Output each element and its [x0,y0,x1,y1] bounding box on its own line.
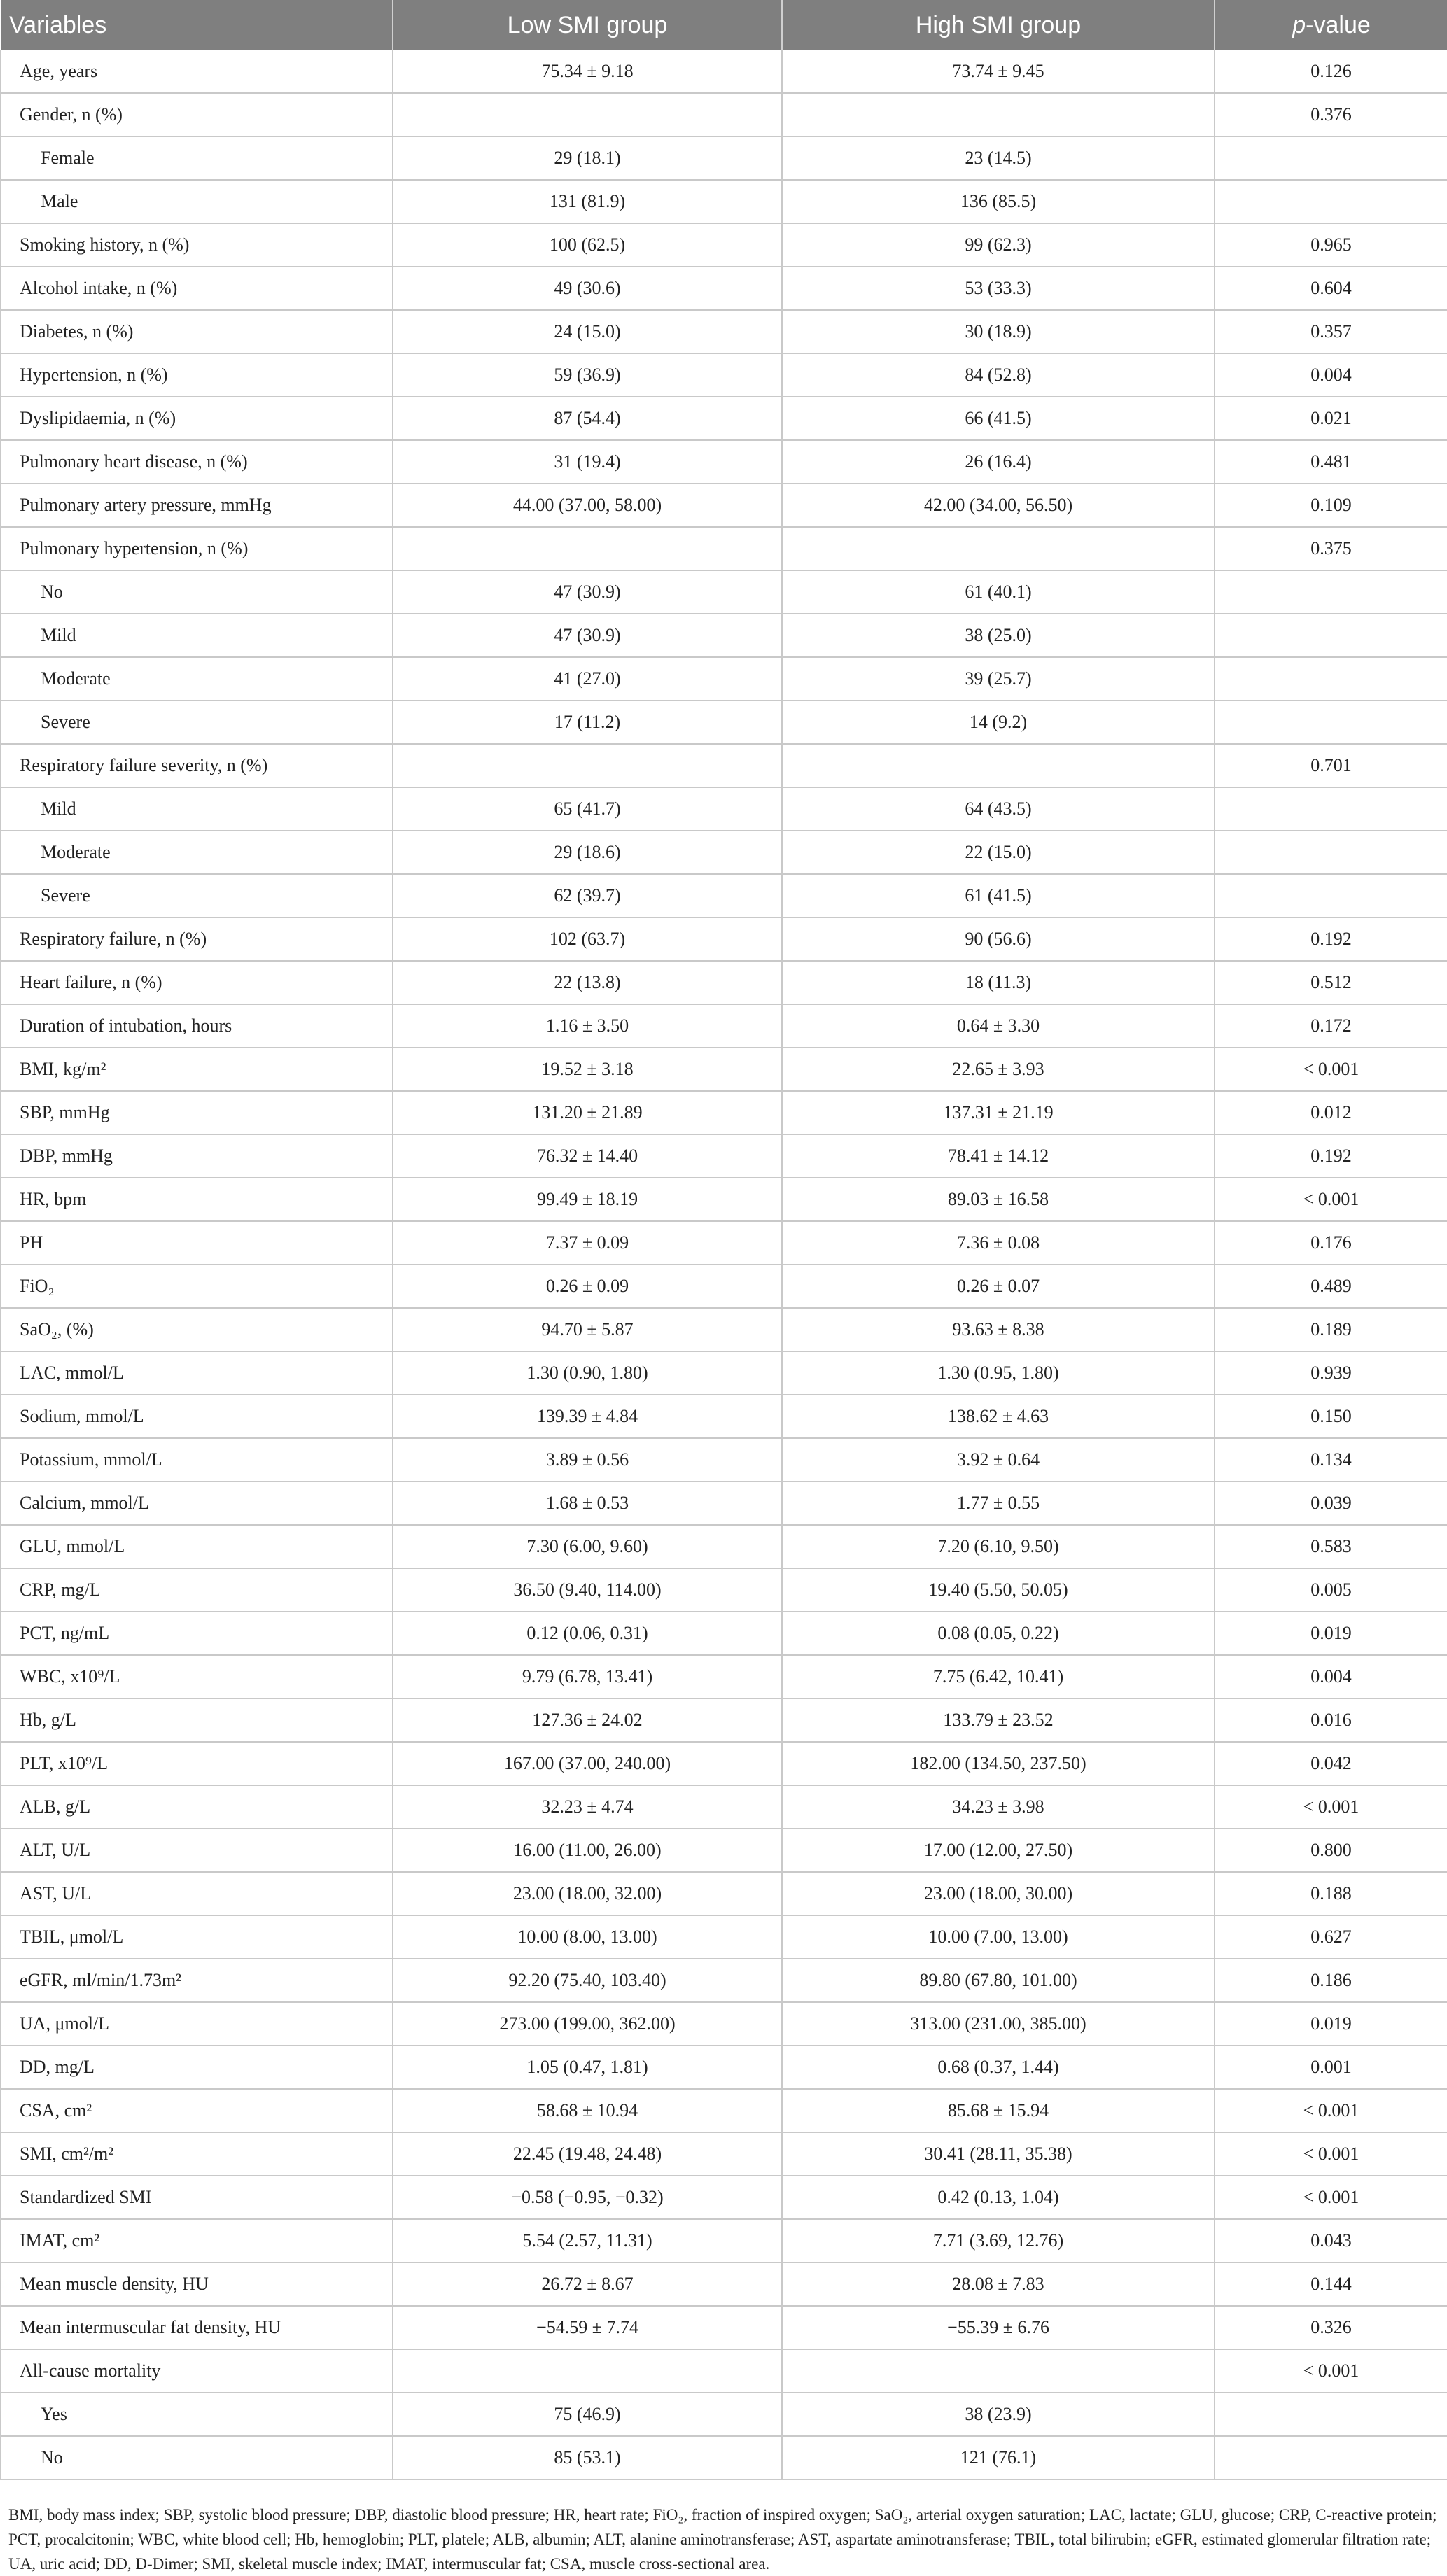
cell-variable: All-cause mortality [1,2349,393,2393]
cell-low-smi: 76.32 ± 14.40 [393,1134,782,1178]
header-row [1,0,1447,50]
cell-low-smi: 92.20 (75.40, 103.40) [393,1959,782,2002]
cell-low-smi: 44.00 (37.00, 58.00) [393,484,782,527]
cell-low-smi: 87 (54.4) [393,397,782,440]
cell-low-smi: 0.12 (0.06, 0.31) [393,1612,782,1655]
table-row [1,1351,1447,1395]
cell-p-value: 0.005 [1215,1568,1447,1612]
cell-low-smi: 29 (18.1) [393,136,782,180]
cell-variable: Male [1,180,393,223]
cell-p-value: 0.126 [1215,50,1447,93]
cell-p-value: 0.357 [1215,310,1447,353]
cell-high-smi: 22.65 ± 3.93 [782,1048,1215,1091]
table-row [1,397,1447,440]
cell-low-smi: 100 (62.5) [393,223,782,267]
cell-high-smi: 23.00 (18.00, 30.00) [782,1872,1215,1915]
cell-p-value: 0.701 [1215,744,1447,787]
cell-p-value: 0.004 [1215,1655,1447,1698]
table-row [1,2089,1447,2132]
cell-low-smi: 273.00 (199.00, 362.00) [393,2002,782,2046]
cell-low-smi: 47 (30.9) [393,614,782,657]
cell-p-value [1215,2393,1447,2436]
cell-p-value: 0.016 [1215,1698,1447,1742]
table-row [1,961,1447,1004]
cell-high-smi: 0.08 (0.05, 0.22) [782,1612,1215,1655]
cell-low-smi: 65 (41.7) [393,787,782,831]
cell-low-smi: 19.52 ± 3.18 [393,1048,782,1091]
cell-variable: SaO₂, (%) [1,1308,393,1351]
table-row [1,180,1447,223]
cell-high-smi: 85.68 ± 15.94 [782,2089,1215,2132]
cell-variable: Heart failure, n (%) [1,961,393,1004]
cell-low-smi: 7.30 (6.00, 9.60) [393,1525,782,1568]
table-row [1,2262,1447,2306]
cell-variable: No [1,2436,393,2479]
cell-high-smi: 1.30 (0.95, 1.80) [782,1351,1215,1395]
cell-p-value: 0.375 [1215,527,1447,570]
cell-high-smi: 89.80 (67.80, 101.00) [782,1959,1215,2002]
table-row [1,136,1447,180]
cell-p-value: < 0.001 [1215,2089,1447,2132]
cell-variable: Age, years [1,50,393,93]
table-row [1,2176,1447,2219]
cell-low-smi: 58.68 ± 10.94 [393,2089,782,2132]
cell-high-smi: 61 (41.5) [782,874,1215,917]
cell-high-smi: 121 (76.1) [782,2436,1215,2479]
cell-variable: SBP, mmHg [1,1091,393,1134]
cell-p-value: 0.583 [1215,1525,1447,1568]
cell-high-smi: 34.23 ± 3.98 [782,1785,1215,1829]
cell-p-value: 0.604 [1215,267,1447,310]
cell-variable: Standardized SMI [1,2176,393,2219]
cell-high-smi: 7.71 (3.69, 12.76) [782,2219,1215,2262]
cell-high-smi [782,2349,1215,2393]
cell-variable: ALT, U/L [1,1829,393,1872]
cell-low-smi: 85 (53.1) [393,2436,782,2479]
table-row [1,1481,1447,1525]
cell-low-smi: 62 (39.7) [393,874,782,917]
cell-low-smi: 9.79 (6.78, 13.41) [393,1655,782,1698]
cell-high-smi: 0.68 (0.37, 1.44) [782,2046,1215,2089]
cell-p-value: 0.012 [1215,1091,1447,1134]
cell-low-smi: 1.05 (0.47, 1.81) [393,2046,782,2089]
cell-p-value: 0.043 [1215,2219,1447,2262]
cell-p-value: 0.004 [1215,353,1447,397]
table-row [1,1915,1447,1959]
cell-low-smi [393,744,782,787]
cell-high-smi: 1.77 ± 0.55 [782,1481,1215,1525]
cell-low-smi: 24 (15.0) [393,310,782,353]
cell-variable: DBP, mmHg [1,1134,393,1178]
cell-low-smi: 139.39 ± 4.84 [393,1395,782,1438]
cell-high-smi [782,93,1215,136]
cell-p-value: 0.192 [1215,1134,1447,1178]
cell-high-smi: 30.41 (28.11, 35.38) [782,2132,1215,2176]
table-row [1,2132,1447,2176]
cell-high-smi: 89.03 ± 16.58 [782,1178,1215,1221]
cell-high-smi: 26 (16.4) [782,440,1215,484]
cell-p-value: 0.627 [1215,1915,1447,1959]
cell-p-value: 0.939 [1215,1351,1447,1395]
cell-high-smi: 93.63 ± 8.38 [782,1308,1215,1351]
cell-high-smi: 38 (25.0) [782,614,1215,657]
cell-variable: FiO₂ [1,1265,393,1308]
table-row [1,1221,1447,1265]
cell-p-value [1215,831,1447,874]
cell-variable: Alcohol intake, n (%) [1,267,393,310]
table-row [1,1525,1447,1568]
table-row [1,701,1447,744]
cell-low-smi: −0.58 (−0.95, −0.32) [393,2176,782,2219]
table-row [1,874,1447,917]
cell-variable: Duration of intubation, hours [1,1004,393,1048]
header-low-smi-group: Low SMI group [393,0,782,50]
cell-low-smi: 49 (30.6) [393,267,782,310]
cell-low-smi: 22.45 (19.48, 24.48) [393,2132,782,2176]
table-row [1,2219,1447,2262]
cell-low-smi: 10.00 (8.00, 13.00) [393,1915,782,1959]
cell-p-value: 0.042 [1215,1742,1447,1785]
cell-high-smi: 38 (23.9) [782,2393,1215,2436]
cell-variable: Moderate [1,831,393,874]
table-row [1,1698,1447,1742]
table-row [1,2306,1447,2349]
cell-variable: Respiratory failure, n (%) [1,917,393,961]
cell-variable: Calcium, mmol/L [1,1481,393,1525]
cell-variable: Diabetes, n (%) [1,310,393,353]
cell-low-smi: 16.00 (11.00, 26.00) [393,1829,782,1872]
cell-p-value: 0.965 [1215,223,1447,267]
cell-variable: Hypertension, n (%) [1,353,393,397]
table-row [1,1048,1447,1091]
cell-high-smi: 7.20 (6.10, 9.50) [782,1525,1215,1568]
cell-low-smi: 26.72 ± 8.67 [393,2262,782,2306]
cell-variable: PCT, ng/mL [1,1612,393,1655]
cell-p-value: 0.192 [1215,917,1447,961]
cell-low-smi: 1.16 ± 3.50 [393,1004,782,1048]
cell-high-smi: −55.39 ± 6.76 [782,2306,1215,2349]
cell-high-smi: 136 (85.5) [782,180,1215,223]
cell-low-smi: 102 (63.7) [393,917,782,961]
cell-p-value: < 0.001 [1215,1048,1447,1091]
cell-variable: Female [1,136,393,180]
cell-variable: TBIL, μmol/L [1,1915,393,1959]
cell-variable: ALB, g/L [1,1785,393,1829]
cell-high-smi: 7.75 (6.42, 10.41) [782,1655,1215,1698]
table-row [1,223,1447,267]
cell-p-value: 0.039 [1215,1481,1447,1525]
cell-variable: Hb, g/L [1,1698,393,1742]
header-p-rest: -value [1306,11,1371,38]
cell-low-smi: 32.23 ± 4.74 [393,1785,782,1829]
cell-high-smi: 23 (14.5) [782,136,1215,180]
cell-low-smi: 127.36 ± 24.02 [393,1698,782,1742]
table-row [1,787,1447,831]
cell-low-smi: 29 (18.6) [393,831,782,874]
cell-variable: Respiratory failure severity, n (%) [1,744,393,787]
cell-variable: LAC, mmol/L [1,1351,393,1395]
table-row [1,2436,1447,2479]
cell-high-smi: 3.92 ± 0.64 [782,1438,1215,1481]
header-variables: Variables [1,0,393,50]
cell-p-value: 0.019 [1215,2002,1447,2046]
cell-high-smi [782,527,1215,570]
table-row [1,440,1447,484]
cell-low-smi: 1.30 (0.90, 1.80) [393,1351,782,1395]
table-row [1,527,1447,570]
table-row [1,2393,1447,2436]
table-header [1,0,1447,50]
table-row [1,1655,1447,1698]
cell-variable: Severe [1,874,393,917]
cell-low-smi: 36.50 (9.40, 114.00) [393,1568,782,1612]
cell-p-value: 0.144 [1215,2262,1447,2306]
cell-low-smi: 41 (27.0) [393,657,782,701]
table-row [1,484,1447,527]
cell-high-smi: 18 (11.3) [782,961,1215,1004]
cell-p-value [1215,136,1447,180]
cell-variable: Pulmonary hypertension, n (%) [1,527,393,570]
cell-high-smi: 138.62 ± 4.63 [782,1395,1215,1438]
cell-high-smi: 84 (52.8) [782,353,1215,397]
cell-p-value: 0.800 [1215,1829,1447,1872]
table-row [1,1395,1447,1438]
table-body [1,50,1447,2479]
cell-p-value [1215,657,1447,701]
cell-p-value: 0.134 [1215,1438,1447,1481]
cell-high-smi: 90 (56.6) [782,917,1215,961]
cell-low-smi: 5.54 (2.57, 11.31) [393,2219,782,2262]
cell-variable: Mean intermuscular fat density, HU [1,2306,393,2349]
cell-p-value [1215,180,1447,223]
cell-p-value [1215,570,1447,614]
table-row [1,353,1447,397]
table-footnote: BMI, body mass index; SBP, systolic blood pressure; DBP, diastolic blood pressure; HR, heart rate; FiO₂, fraction of inspired oxygen; SaO₂, arterial oxygen saturation; LAC, lactate; GLU, glucose; CRP, C-reactive protein; PCT, procalcitonin; WBC, white blood cell; Hb, hemoglobin; PLT, platele; ALB, albumin; ALT, alanine aminotransferase; AST, aspartate aminotransferase; TBIL, total bilirubin; eGFR, estimated glomerular filtration rate; UA, uric acid; DD, D-Dimer; SMI, skeletal muscle index; IMAT, intermuscular fat; CSA, muscle cross-sectional area. [8,2506,1437,2573]
cell-high-smi: 10.00 (7.00, 13.00) [782,1915,1215,1959]
cell-p-value: < 0.001 [1215,1785,1447,1829]
cell-p-value: 0.176 [1215,1221,1447,1265]
table-row [1,2046,1447,2089]
cell-p-value: 0.186 [1215,1959,1447,2002]
table-row [1,1265,1447,1308]
cell-low-smi [393,527,782,570]
header-high-smi-group: High SMI group [782,0,1215,50]
table-row [1,1785,1447,1829]
cell-low-smi: 0.26 ± 0.09 [393,1265,782,1308]
cell-high-smi: 19.40 (5.50, 50.05) [782,1568,1215,1612]
table-row [1,50,1447,93]
cell-p-value: 0.188 [1215,1872,1447,1915]
cell-p-value: 0.150 [1215,1395,1447,1438]
cell-low-smi: 59 (36.9) [393,353,782,397]
cell-low-smi: 131 (81.9) [393,180,782,223]
cell-variable: Mild [1,614,393,657]
cell-low-smi [393,2349,782,2393]
cell-variable: No [1,570,393,614]
cell-low-smi: 75 (46.9) [393,2393,782,2436]
cell-high-smi: 73.74 ± 9.45 [782,50,1215,93]
cell-high-smi: 0.26 ± 0.07 [782,1265,1215,1308]
table-row [1,1308,1447,1351]
cell-high-smi: 42.00 (34.00, 56.50) [782,484,1215,527]
cell-variable: BMI, kg/m² [1,1048,393,1091]
cell-high-smi: 66 (41.5) [782,397,1215,440]
cell-low-smi: 1.68 ± 0.53 [393,1481,782,1525]
cell-variable: Pulmonary artery pressure, mmHg [1,484,393,527]
cell-variable: WBC, x10⁹/L [1,1655,393,1698]
cell-p-value: 0.481 [1215,440,1447,484]
cell-low-smi: 7.37 ± 0.09 [393,1221,782,1265]
cell-high-smi: 17.00 (12.00, 27.50) [782,1829,1215,1872]
cell-variable: AST, U/L [1,1872,393,1915]
table-row [1,93,1447,136]
cell-p-value: < 0.001 [1215,2176,1447,2219]
cell-p-value: 0.172 [1215,1004,1447,1048]
cell-p-value: 0.489 [1215,1265,1447,1308]
cell-p-value [1215,787,1447,831]
cell-p-value: < 0.001 [1215,2349,1447,2393]
cell-high-smi: 22 (15.0) [782,831,1215,874]
cell-variable: CSA, cm² [1,2089,393,2132]
cell-high-smi: 182.00 (134.50, 237.50) [782,1742,1215,1785]
cell-variable: Yes [1,2393,393,2436]
cell-variable: Gender, n (%) [1,93,393,136]
cell-variable: HR, bpm [1,1178,393,1221]
cell-variable: IMAT, cm² [1,2219,393,2262]
table-row [1,1004,1447,1048]
cell-low-smi [393,93,782,136]
cell-high-smi: 99 (62.3) [782,223,1215,267]
cell-variable: Smoking history, n (%) [1,223,393,267]
table-row [1,310,1447,353]
table-row [1,744,1447,787]
cell-variable: eGFR, ml/min/1.73m² [1,1959,393,2002]
cell-p-value: 0.376 [1215,93,1447,136]
cell-high-smi: 78.41 ± 14.12 [782,1134,1215,1178]
table-row [1,1178,1447,1221]
cell-p-value: < 0.001 [1215,2132,1447,2176]
cell-variable: Sodium, mmol/L [1,1395,393,1438]
table-row [1,267,1447,310]
cell-variable: UA, μmol/L [1,2002,393,2046]
cell-low-smi: −54.59 ± 7.74 [393,2306,782,2349]
cell-high-smi: 61 (40.1) [782,570,1215,614]
table-row [1,1612,1447,1655]
cell-p-value: 0.189 [1215,1308,1447,1351]
cell-low-smi: 99.49 ± 18.19 [393,1178,782,1221]
cell-p-value: 0.001 [1215,2046,1447,2089]
cell-p-value [1215,2436,1447,2479]
cell-variable: CRP, mg/L [1,1568,393,1612]
table-row [1,1959,1447,2002]
cell-p-value: < 0.001 [1215,1178,1447,1221]
cell-high-smi: 137.31 ± 21.19 [782,1091,1215,1134]
cell-high-smi: 0.64 ± 3.30 [782,1004,1215,1048]
table-row [1,1091,1447,1134]
cell-variable: PLT, x10⁹/L [1,1742,393,1785]
header-p-italic: p [1292,11,1306,38]
table-row [1,1872,1447,1915]
cell-high-smi: 313.00 (231.00, 385.00) [782,2002,1215,2046]
cell-p-value: 0.326 [1215,2306,1447,2349]
cell-high-smi: 30 (18.9) [782,310,1215,353]
cell-low-smi: 23.00 (18.00, 32.00) [393,1872,782,1915]
cell-low-smi: 47 (30.9) [393,570,782,614]
cell-p-value [1215,874,1447,917]
table-row [1,570,1447,614]
cell-variable: PH [1,1221,393,1265]
cell-high-smi: 28.08 ± 7.83 [782,2262,1215,2306]
cell-variable: Mean muscle density, HU [1,2262,393,2306]
cell-low-smi: 75.34 ± 9.18 [393,50,782,93]
cell-low-smi: 3.89 ± 0.56 [393,1438,782,1481]
table-row [1,2349,1447,2393]
table-row [1,917,1447,961]
table-row [1,831,1447,874]
table-row [1,1829,1447,1872]
cell-low-smi: 131.20 ± 21.89 [393,1091,782,1134]
cell-low-smi: 167.00 (37.00, 240.00) [393,1742,782,1785]
table-row [1,2002,1447,2046]
cell-variable: SMI, cm²/m² [1,2132,393,2176]
cell-high-smi: 7.36 ± 0.08 [782,1221,1215,1265]
table-row [1,614,1447,657]
cell-low-smi: 94.70 ± 5.87 [393,1308,782,1351]
cell-p-value: 0.021 [1215,397,1447,440]
cell-variable: DD, mg/L [1,2046,393,2089]
table-row [1,1438,1447,1481]
cell-high-smi [782,744,1215,787]
cell-high-smi: 64 (43.5) [782,787,1215,831]
cell-low-smi: 22 (13.8) [393,961,782,1004]
cell-p-value [1215,614,1447,657]
cell-high-smi: 53 (33.3) [782,267,1215,310]
cell-p-value: 0.512 [1215,961,1447,1004]
cell-low-smi: 17 (11.2) [393,701,782,744]
cell-variable: Severe [1,701,393,744]
cell-variable: Mild [1,787,393,831]
cell-high-smi: 133.79 ± 23.52 [782,1698,1215,1742]
cell-p-value [1215,701,1447,744]
cell-variable: Potassium, mmol/L [1,1438,393,1481]
table-row [1,1134,1447,1178]
cell-variable: Dyslipidaemia, n (%) [1,397,393,440]
cell-variable: Moderate [1,657,393,701]
cell-variable: Pulmonary heart disease, n (%) [1,440,393,484]
cell-high-smi: 0.42 (0.13, 1.04) [782,2176,1215,2219]
cell-high-smi: 14 (9.2) [782,701,1215,744]
cell-p-value: 0.019 [1215,1612,1447,1655]
cell-low-smi: 31 (19.4) [393,440,782,484]
table-row [1,1568,1447,1612]
cell-high-smi: 39 (25.7) [782,657,1215,701]
table-row [1,1742,1447,1785]
cell-p-value: 0.109 [1215,484,1447,527]
table-row [1,657,1447,701]
cell-variable: GLU, mmol/L [1,1525,393,1568]
header-p-value [1215,0,1447,50]
